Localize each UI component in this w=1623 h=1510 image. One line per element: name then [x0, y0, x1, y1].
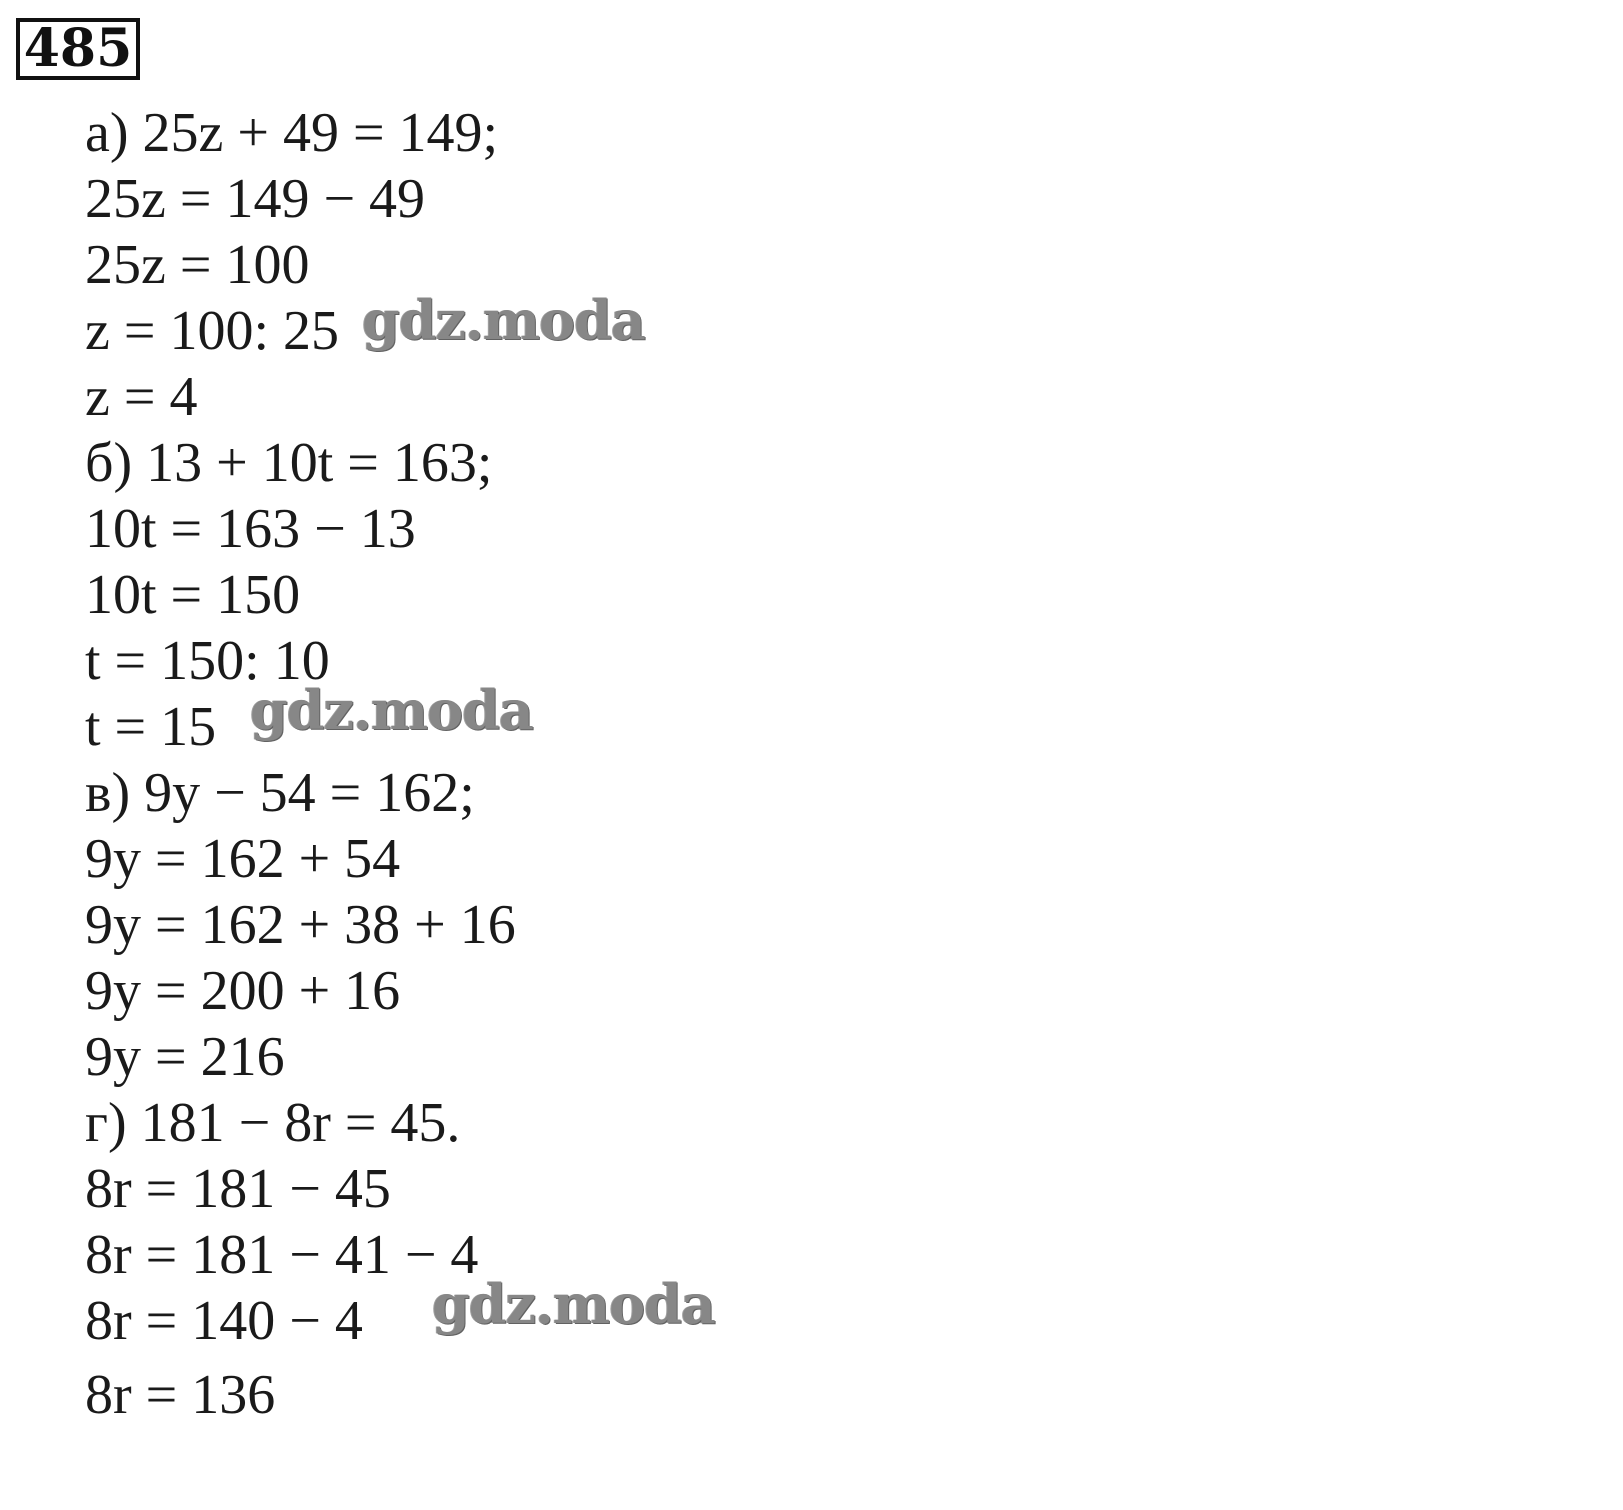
- solution-line: 9y = 162 + 38 + 16: [85, 894, 516, 956]
- solution-line: 9y = 162 + 54: [85, 828, 401, 890]
- solution-line: 9y = 200 + 16: [85, 960, 401, 1022]
- watermark: gdz.moda: [432, 1272, 715, 1336]
- task-number: 485: [16, 18, 140, 80]
- solution-line: 25z = 100: [85, 234, 310, 296]
- solution-line: z = 4: [85, 366, 198, 428]
- solution-line: 8r = 181 − 45: [85, 1158, 391, 1220]
- solution-line: 8r = 140 − 4: [85, 1290, 363, 1352]
- solution-line: t = 150: 10: [85, 630, 330, 692]
- solution-line: а) 25z + 49 = 149;: [85, 102, 499, 164]
- solution-line: 8r = 136: [85, 1364, 276, 1426]
- solution-line: 10t = 163 − 13: [85, 498, 416, 560]
- solution-line: б) 13 + 10t = 163;: [85, 432, 493, 494]
- solution-line: 9y = 216: [85, 1026, 285, 1088]
- solution-line: г) 181 − 8r = 45.: [85, 1092, 461, 1154]
- solution-line: 8r = 181 − 41 − 4: [85, 1224, 479, 1286]
- solution-line: t = 15: [85, 696, 217, 758]
- solution-line: 10t = 150: [85, 564, 301, 626]
- solution-line: 25z = 149 − 49: [85, 168, 426, 230]
- solution-line: в) 9y − 54 = 162;: [85, 762, 475, 824]
- watermark: gdz.moda: [250, 678, 533, 742]
- solution-line: z = 100: 25: [85, 300, 339, 362]
- watermark: gdz.moda: [362, 288, 645, 352]
